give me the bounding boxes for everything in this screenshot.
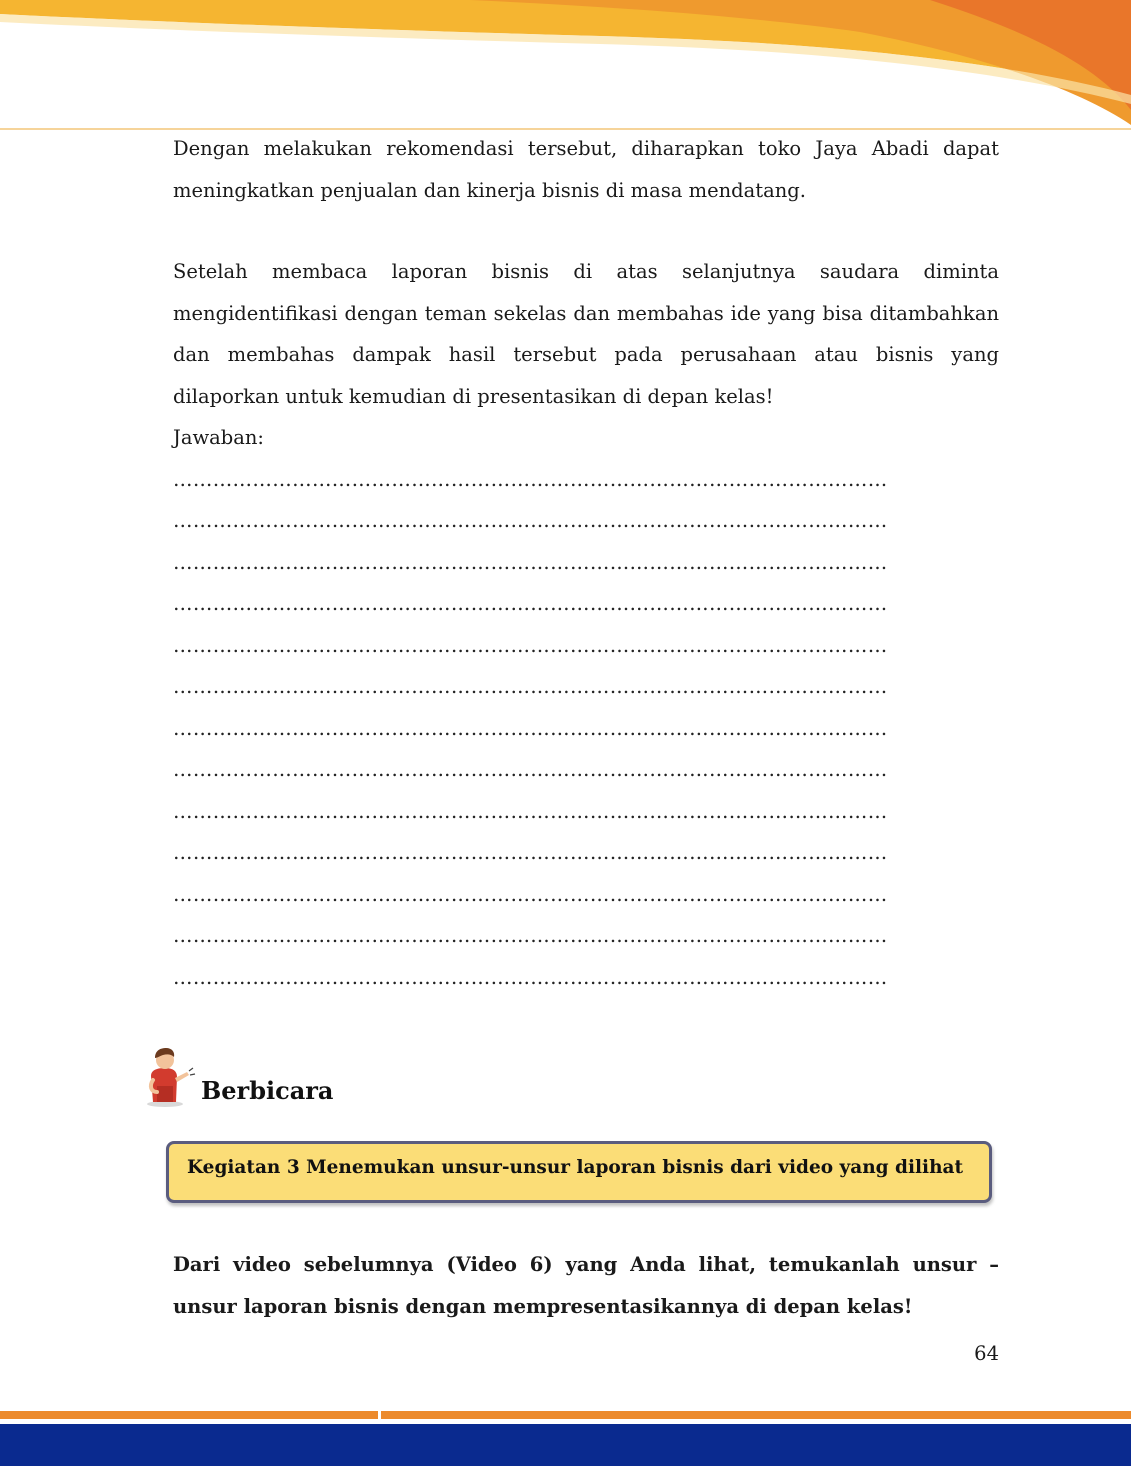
page-number: 64 <box>974 1342 999 1365</box>
answer-line: ……………………………………………………………………………………………… <box>173 965 888 989</box>
activity-banner <box>166 1141 992 1203</box>
answer-line: ……………………………………………………………………………………………… <box>173 799 888 823</box>
paragraph-recommendation: Dengan melakukan rekomendasi tersebut, diharapkan toko Jaya Abadi dapat meningkatkan penjualan dan kinerja bisnis di masa mendatang. <box>173 137 999 202</box>
footer-orange-divider <box>378 1411 381 1419</box>
answer-line: ……………………………………………………………………………………………… <box>173 633 888 657</box>
answer-line: ……………………………………………………………………………………………… <box>173 924 888 947</box>
answer-line: ……………………………………………………………………………………………… <box>173 758 888 781</box>
section-heading <box>143 1046 543 1116</box>
answer-line: ……………………………………………………………………………………………… <box>173 841 888 864</box>
paragraph-task: Setelah membaca laporan bisnis di atas selanjutnya saudara diminta mengidentifikasi dengan teman sekelas dan membahas ide yang bisa ditambahkan dan membahas dampak hasil tersebut pada perusahaan atau bisnis yang dilaporkan untuk kemudian di presentasikan di depan kelas! <box>173 260 999 408</box>
instruction-text: Dari video sebelumnya (Video 6) yang Anda lihat, temukanlah unsur – unsur laporan bisnis dengan mempresentasikannya di depan kelas! <box>173 1253 999 1318</box>
answer-line: ……………………………………………………………………………………………… <box>173 592 888 615</box>
answer-line: ……………………………………………………………………………………………… <box>173 716 888 740</box>
answer-line: ……………………………………………………………………………………………… <box>173 467 888 491</box>
header-swoosh-decoration <box>0 0 1131 135</box>
footer-blue-bar <box>0 1424 1131 1466</box>
answer-line: ……………………………………………………………………………………………… <box>173 550 888 574</box>
speaking-person-icon <box>143 1046 197 1108</box>
footer-orange-bar <box>0 1411 1131 1419</box>
section-title: Berbicara <box>201 1076 334 1105</box>
answer-lines <box>173 459 999 999</box>
answer-line: ……………………………………………………………………………………………… <box>173 882 888 906</box>
main-content <box>173 128 999 998</box>
answer-line: ……………………………………………………………………………………………… <box>173 675 888 698</box>
answer-label: Jawaban: <box>173 426 264 449</box>
activity-title: Kegiatan 3 Menemukan unsur-unsur laporan bisnis dari video yang dilihat <box>187 1157 964 1178</box>
answer-line: ……………………………………………………………………………………………… <box>173 509 888 532</box>
